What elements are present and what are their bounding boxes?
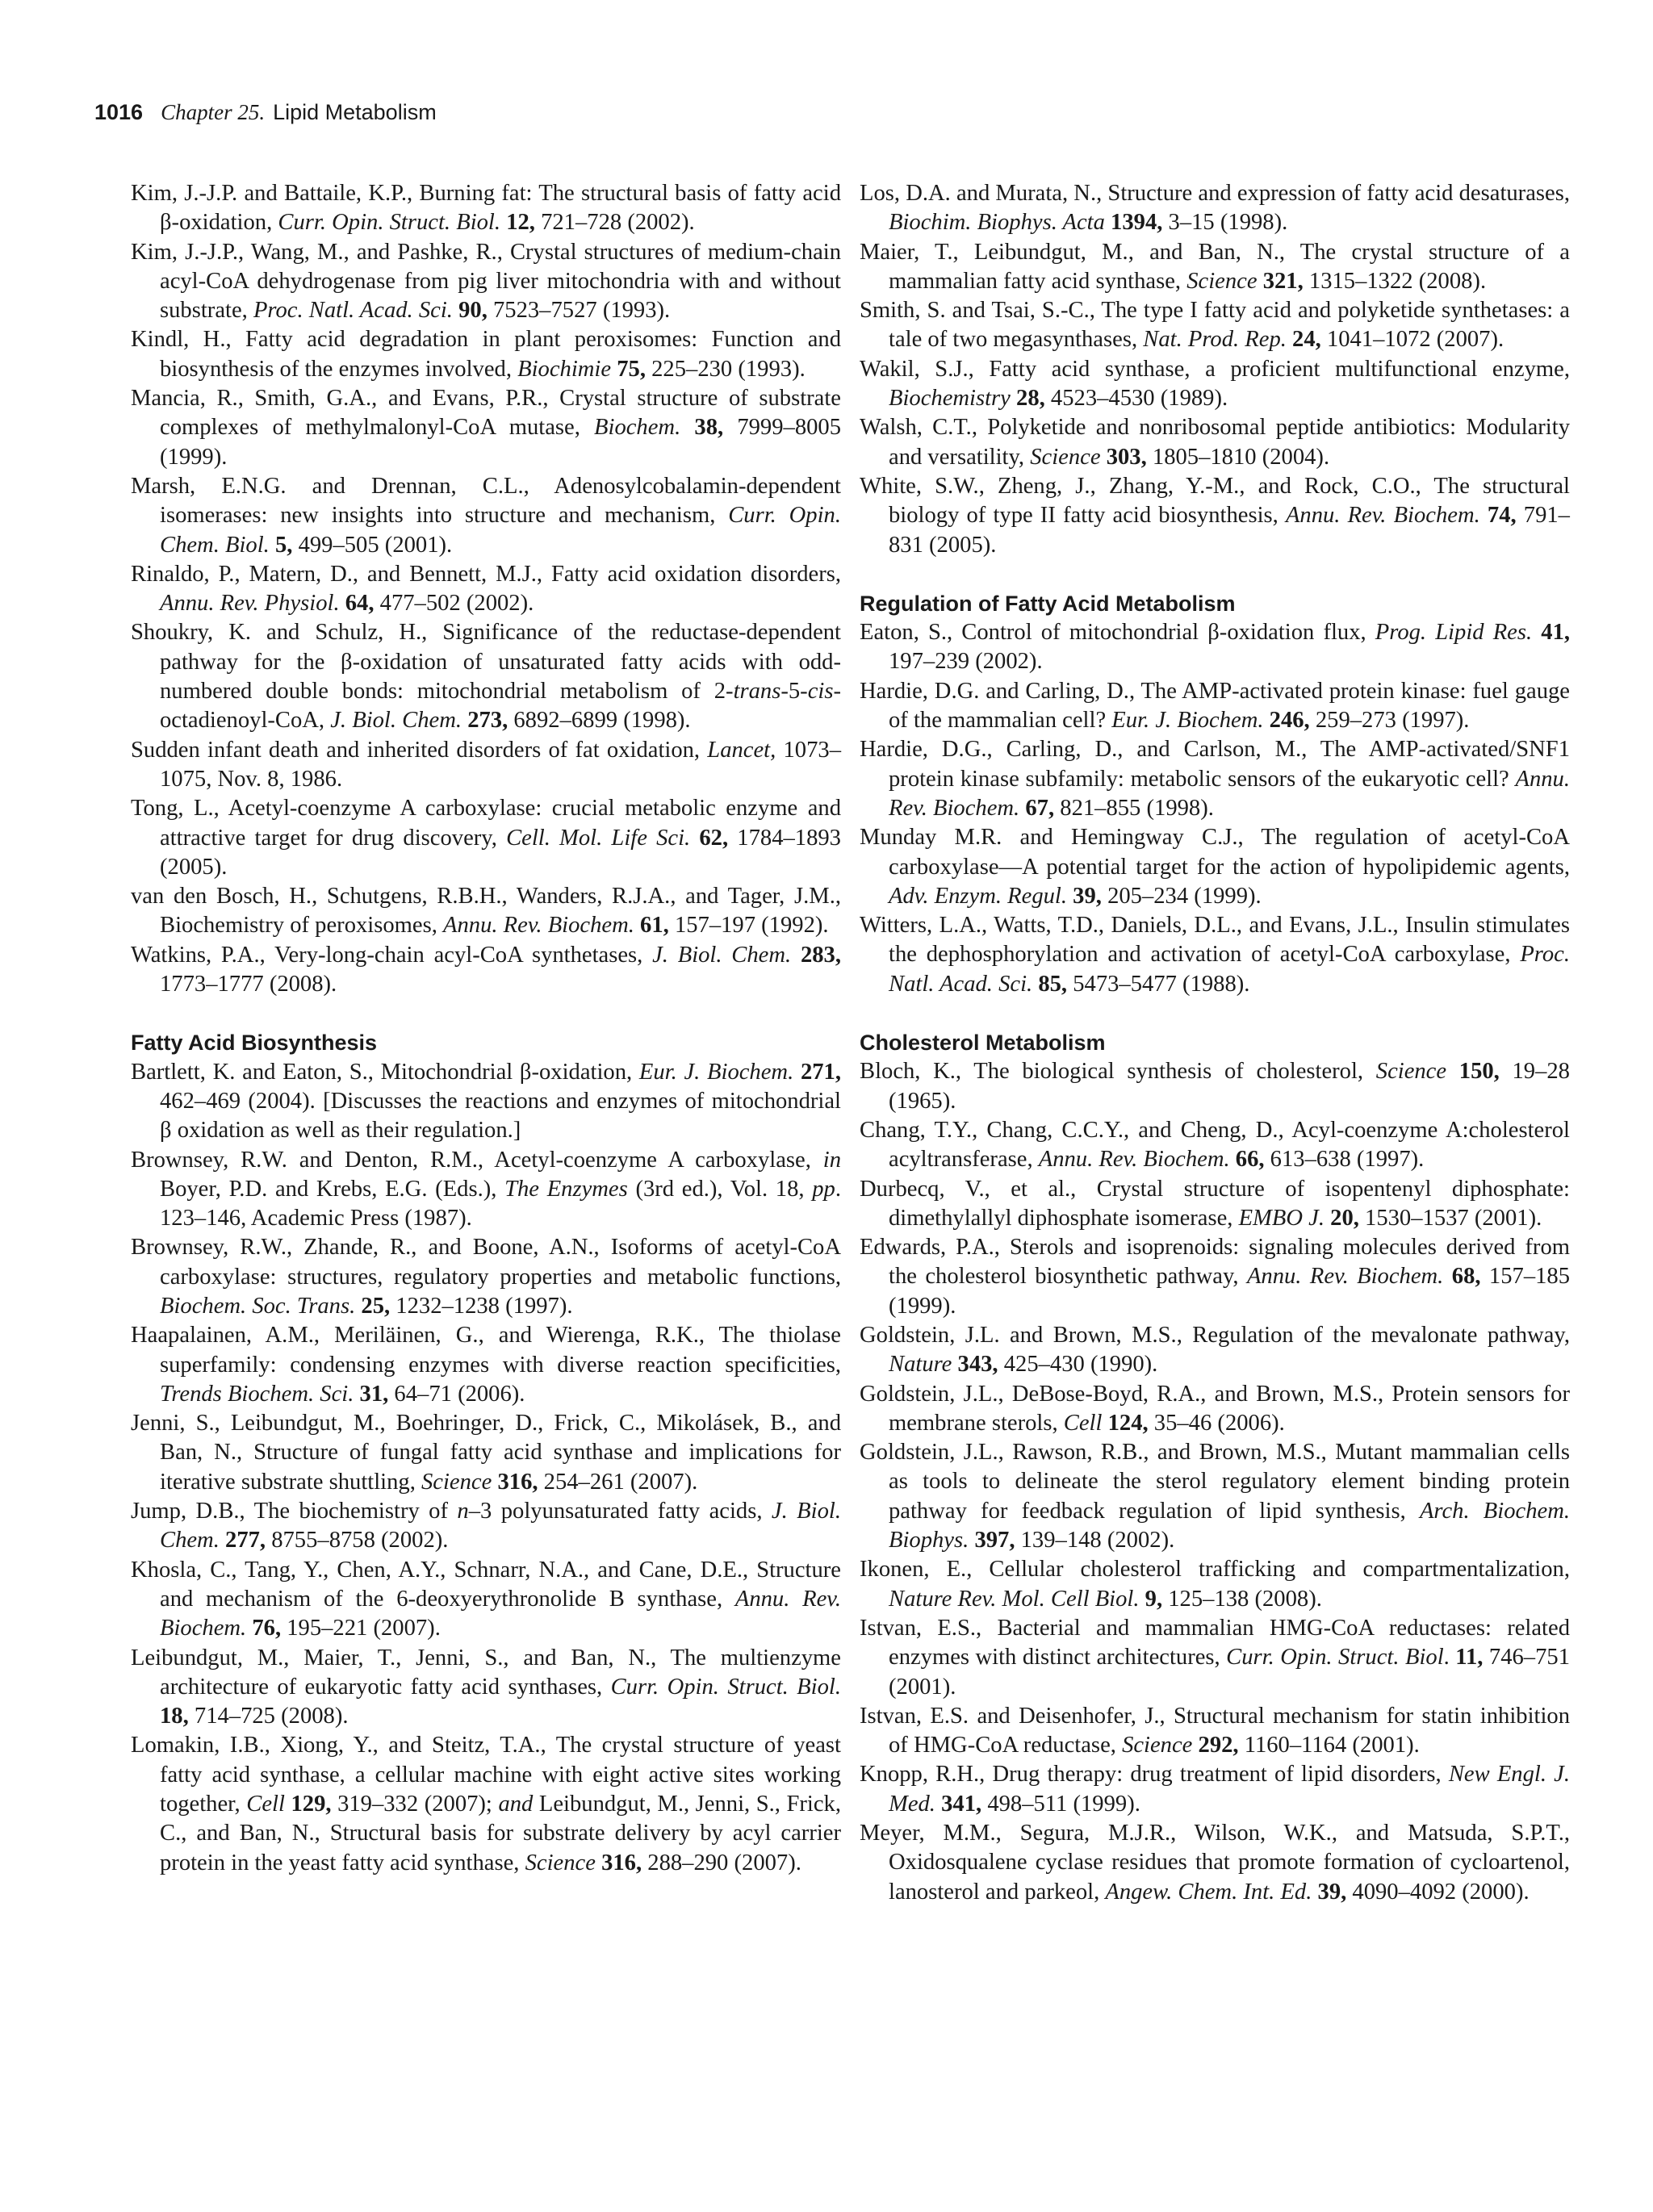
left-column [131,179,841,1878]
reference-entry: Bartlett, K. and Eaton, S., Mitochondrial β-oxidation, Eur. J. Biochem. 271, 462–469 (2004). [Discusses the reactions and enzymes of mitochondrial β oxidation as well as their regulation.] [131,1059,841,1144]
reference-entry: Shoukry, K. and Schulz, H., Significance of the reductase-dependent pathway for the β-oxidation of unsaturated fatty acids with odd-numbered double bonds: mitochondrial metabolism of 2-trans-5-cis-octadienoyl-CoA, J. Biol. Chem. 273, 6892–6899 (1998). [131,620,841,734]
reference-entry: Kindl, H., Fatty acid degradation in plant peroxisomes: Function and biosynthesis of the enzymes involved, Biochimie 75, 225–230 (1993). [131,327,841,382]
reference-entry: Rinaldo, P., Matern, D., and Bennett, M.J., Fatty acid oxidation disorders, Annu. Rev. Physiol. 64, 477–502 (2002). [131,561,841,617]
section-heading: Cholesterol Metabolism [860,1031,1106,1056]
reference-entry: Jump, D.B., The biochemistry of n–3 polyunsaturated fatty acids, J. Biol. Chem. 277, 8755–8758 (2002). [131,1499,841,1553]
reference-entry: Kim, J.-J.P., Wang, M., and Pashke, R., Crystal structures of medium-chain acyl-CoA dehydrogenase from pig liver mitochondria with and without substrate, Proc. Natl. Acad. Sci. 90, 7523–7527 (1993). [131,239,841,324]
reference-entry: Walsh, C.T., Polyketide and nonribosomal peptide antibiotics: Modularity and versatility, Science 303, 1805–1810 (2004). [860,415,1570,470]
page-number: 1016 [94,100,144,124]
reference-entry: Goldstein, J.L., DeBose-Boyd, R.A., and Brown, M.S., Protein sensors for membrane sterols, Cell 124, 35–46 (2006). [860,1381,1570,1436]
reference-entry: Los, D.A. and Murata, N., Structure and expression of fatty acid desaturases, Biochim. Biophys. Acta 1394, 3–15 (1998). [860,181,1570,236]
reference-entry: Kim, J.-J.P. and Battaile, K.P., Burning fat: The structural basis of fatty acid β-oxidation, Curr. Opin. Struct. Biol. 12, 721–728 (2002). [131,181,841,236]
reference-entry: Maier, T., Leibundgut, M., and Ban, N., The crystal structure of a mammalian fatty acid synthase, Science 321, 1315–1322 (2008). [860,239,1570,294]
reference-entry: Ikonen, E., Cellular cholesterol trafficking and compartmentalization, Nature Rev. Mol. Cell Biol. 9, 125–138 (2008). [860,1557,1570,1612]
reference-entry: Goldstein, J.L., Rawson, R.B., and Brown, M.S., Mutant mammalian cells as tools to delineate the sterol regulatory element binding protein pathway for feedback regulation of lipid synthesis, Arch. Biochem. Biophys. 397, 139–148 (2002). [860,1440,1570,1553]
reference-entry: van den Bosch, H., Schutgens, R.B.H., Wanders, R.J.A., and Tager, J.M., Biochemistry of peroxisomes, Annu. Rev. Biochem. 61, 157–197 (1992). [131,884,841,939]
reference-entry: Smith, S. and Tsai, S.-C., The type I fatty acid and polyketide synthetases: a tale of two megasynthases, Nat. Prod. Rep. 24, 1041–1072 (2007). [860,298,1570,353]
reference-entry: Istvan, E.S., Bacterial and mammalian HMG-CoA reductases: related enzymes with distinct architectures, Curr. Opin. Struct. Biol. 11, 746–751 (2001). [860,1615,1570,1700]
reference-entry: Jenni, S., Leibundgut, M., Boehringer, D., Frick, C., Mikolásek, B., and Ban, N., Structure of fungal fatty acid synthase and implications for iterative substrate shuttling, Science 316, 254–261 (2007). [131,1411,841,1495]
reference-entry: Knopp, R.H., Drug therapy: drug treatment of lipid disorders, New Engl. J. Med. 341, 498–511 (1999). [860,1762,1570,1817]
reference-entry: Bloch, K., The biological synthesis of cholesterol, Science 150, 19–28 (1965). [860,1059,1570,1114]
reference-entry: Brownsey, R.W., Zhande, R., and Boone, A.N., Isoforms of acetyl-CoA carboxylase: structures, regulatory properties and metabolic functions, Biochem. Soc. Trans. 25, 1232–1238 (1997). [131,1235,841,1319]
reference-entry: Hardie, D.G., Carling, D., and Carlson, M., The AMP-activated/SNF1 protein kinase subfamily: metabolic sensors of the eukaryotic cell? Annu. Rev. Biochem. 67, 821–855 (1998). [860,737,1570,821]
reference-entry: Wakil, S.J., Fatty acid synthase, a proficient multifunctional enzyme, Biochemistry 28, 4523–4530 (1989). [860,356,1570,412]
reference-entry: Brownsey, R.W. and Denton, R.M., Acetyl-coenzyme A carboxylase, in Boyer, P.D. and Krebs, E.G. (Eds.), The Enzymes (3rd ed.), Vol. 18, pp. 123–146, Academic Press (1987). [131,1147,841,1231]
reference-entry: Hardie, D.G. and Carling, D., The AMP-activated protein kinase: fuel gauge of the mammalian cell? Eur. J. Biochem. 246, 259–273 (1997). [860,678,1570,734]
reference-entry: Edwards, P.A., Sterols and isoprenoids: signaling molecules derived from the cholesterol biosynthetic pathway, Annu. Rev. Biochem. 68, 157–185 (1999). [860,1235,1571,1319]
reference-entry: Meyer, M.M., Segura, M.J.R., Wilson, W.K., and Matsuda, S.P.T., Oxidosqualene cyclase residues that promote formation of cycloartenol, lanosterol and parkeol, Angew. Chem. Int. Ed. 39, 4090–4092 (2000). [860,1821,1570,1905]
reference-entry: Leibundgut, M., Maier, T., Jenni, S., and Ban, N., The multienzyme architecture of eukaryotic fatty acid synthases, Curr. Opin. Struct. Biol. 18, 714–725 (2008). [131,1645,841,1729]
chapter-label: Chapter 25. [161,100,266,124]
reference-entry: Haapalainen, A.M., Meriläinen, G., and Wierenga, R.K., The thiolase superfamily: condensing enzymes with diverse reaction specificities, Trends Biochem. Sci. 31, 64–71 (2006). [131,1323,841,1407]
reference-entry: Goldstein, J.L. and Brown, M.S., Regulation of the mevalonate pathway, Nature 343, 425–430 (1990). [860,1322,1570,1378]
reference-entry: Lomakin, I.B., Xiong, Y., and Steitz, T.A., The crystal structure of yeast fatty acid synthase, a cellular machine with eight active sites working together, Cell 129, 319–332 (2007); and Leibundgut, M., Jenni, S., Frick, C., and Ban, N., Structural basis for substrate delivery by acyl carrier protein in the yeast fatty acid synthase, Science 316, 288–290 (2007). [131,1733,842,1875]
reference-entry: White, S.W., Zheng, J., Zhang, Y.-M., and Rock, C.O., The structural biology of type II fatty acid biosynthesis, Annu. Rev. Biochem. 74, 791–831 (2005). [860,473,1570,558]
reference-entry: Tong, L., Acetyl-coenzyme A carboxylase: crucial metabolic enzyme and attractive target for drug discovery, Cell. Mol. Life Sci. 62, 1784–1893 (2005). [131,796,841,880]
section-heading: Fatty Acid Biosynthesis [131,1031,378,1056]
reference-entry: Eaton, S., Control of mitochondrial β-oxidation flux, Prog. Lipid Res. 41, 197–239 (2002). [860,620,1571,675]
chapter-title: Lipid Metabolism [273,100,437,124]
reference-entry: Marsh, E.N.G. and Drennan, C.L., Adenosylcobalamin-dependent isomerases: new insights into structure and mechanism, Curr. Opin. Chem. Biol. 5, 499–505 (2001). [131,473,841,558]
reference-entry: Mancia, R., Smith, G.A., and Evans, P.R., Crystal structure of substrate complexes of methylmalonyl-CoA mutase, Biochem. 38, 7999–8005 (1999). [131,386,842,470]
reference-entry: Istvan, E.S. and Deisenhofer, J., Structural mechanism for statin inhibition of HMG-CoA reductase, Science 292, 1160–1164 (2001). [860,1703,1570,1758]
reference-entry: Watkins, P.A., Very-long-chain acyl-CoA synthetases, J. Biol. Chem. 283, 1773–1777 (2008). [131,942,841,997]
section-heading: Regulation of Fatty Acid Metabolism [860,591,1236,616]
right-column [860,179,1570,1907]
reference-entry: Munday M.R. and Hemingway C.J., The regulation of acetyl-CoA carboxylase—A potential target for the action of hypolipidemic agents, Adv. Enzym. Regul. 39, 205–234 (1999). [860,825,1570,909]
reference-entry: Witters, L.A., Watts, T.D., Daniels, D.L., and Evans, J.L., Insulin stimulates the dephosphorylation and activation of acetyl-CoA carboxylase, Proc. Natl. Acad. Sci. 85, 5473–5477 (1988). [860,913,1570,997]
reference-entry: Sudden infant death and inherited disorders of fat oxidation, Lancet, 1073–1075, Nov. 8, 1986. [131,737,841,792]
reference-entry: Khosla, C., Tang, Y., Chen, A.Y., Schnarr, N.A., and Cane, D.E., Structure and mechanism of the 6-deoxyerythronolide B synthase, Annu. Rev. Biochem. 76, 195–221 (2007). [131,1557,841,1641]
reference-entry: Chang, T.Y., Chang, C.C.Y., and Cheng, D., Acyl-coenzyme A:cholesterol acyltransferase, Annu. Rev. Biochem. 66, 613–638 (1997). [860,1117,1570,1173]
reference-entry: Durbecq, V., et al., Crystal structure of isopentenyl diphosphate: dimethylallyl diphosphate isomerase, EMBO J. 20, 1530–1537 (2001). [860,1176,1570,1231]
running-header [94,98,437,126]
